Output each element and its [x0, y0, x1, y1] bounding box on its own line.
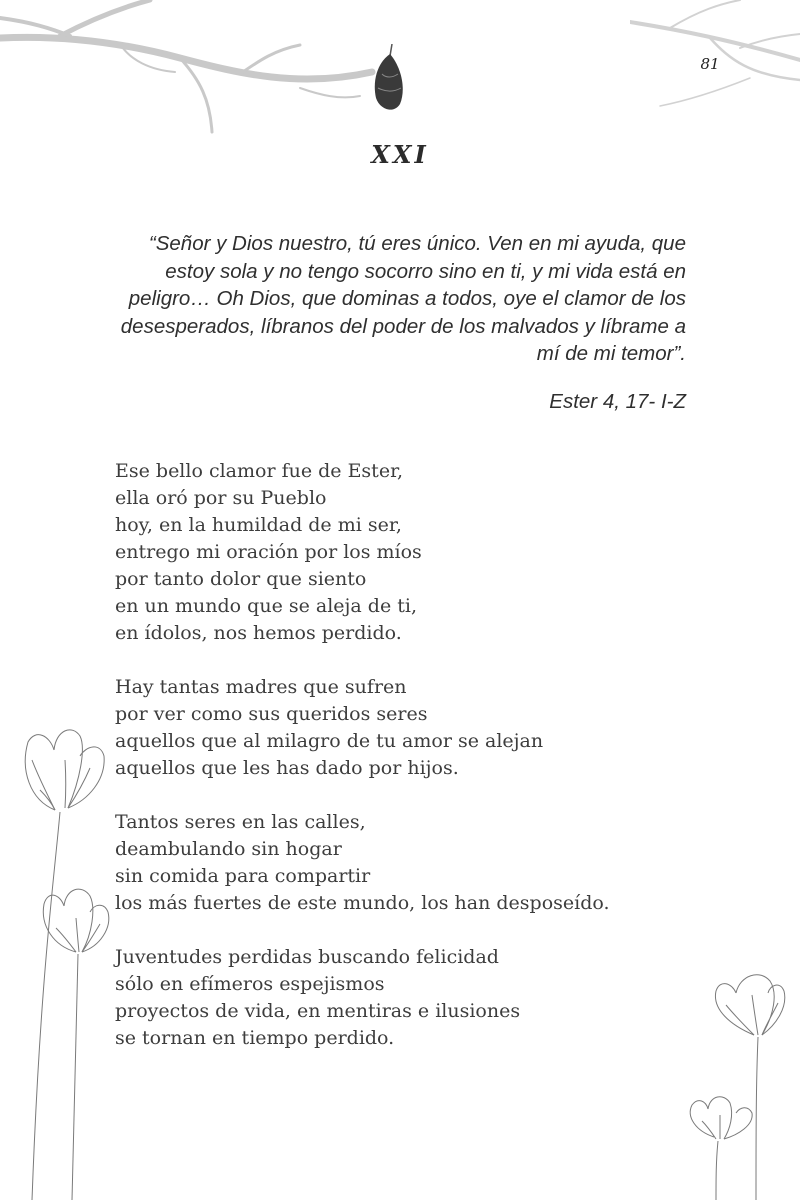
- verse: en ídolos, nos hemos perdido.: [115, 622, 402, 644]
- verse: Tantos seres en las calles,: [115, 811, 366, 833]
- flower-right-icon: [680, 965, 790, 1200]
- epigraph-line: mí de mi temor”.: [536, 342, 686, 365]
- verse: aquellos que al milagro de tu amor se alejan: [115, 730, 544, 752]
- verse: ella oró por su Pueblo: [115, 487, 327, 509]
- page-number: 81: [700, 55, 720, 73]
- cocoon-icon: [368, 44, 408, 116]
- verse: aquellos que les has dado por hijos.: [115, 757, 459, 779]
- verse: proyectos de vida, en mentiras e ilusiones: [115, 1000, 521, 1022]
- verse: en un mundo que se aleja de ti,: [115, 595, 417, 617]
- epigraph-citation: Ester 4, 17- I-Z: [549, 390, 686, 413]
- verse: se tornan en tiempo perdido.: [115, 1027, 395, 1049]
- epigraph: [110, 230, 686, 368]
- verse: por tanto dolor que siento: [115, 568, 367, 590]
- stanza: [115, 944, 715, 1052]
- verse: sólo en efímeros espejismos: [115, 973, 385, 995]
- flower-left-icon: [10, 720, 120, 1200]
- verse: por ver como sus queridos seres: [115, 703, 428, 725]
- epigraph-line: “Señor y Dios nuestro, tú eres único. Ven en mi ayuda, que: [148, 232, 686, 255]
- stanza: [115, 674, 715, 782]
- verse: hoy, en la humildad de mi ser,: [115, 514, 402, 536]
- stanza: [115, 809, 715, 917]
- branch-left-icon: [0, 0, 380, 140]
- verse: sin comida para compartir: [115, 865, 371, 887]
- verse: Hay tantas madres que sufren: [115, 676, 407, 698]
- verse: Juventudes perdidas buscando felicidad: [115, 946, 499, 968]
- poem: [115, 458, 715, 1079]
- verse: entrego mi oración por los míos: [115, 541, 422, 563]
- verse: deambulando sin hogar: [115, 838, 342, 860]
- verse: los más fuertes de este mundo, los han desposeído.: [115, 892, 610, 914]
- epigraph-line: peligro… Oh Dios, que dominas a todos, oye el clamor de los: [128, 287, 686, 310]
- stanza: [115, 458, 715, 647]
- chapter-title: XXI: [371, 140, 429, 169]
- epigraph-line: desesperados, líbranos del poder de los malvados y líbrame a: [120, 314, 686, 338]
- epigraph-line: estoy sola y no tengo socorro sino en ti, y mi vida está en: [165, 259, 686, 283]
- verse: Ese bello clamor fue de Ester,: [115, 460, 404, 482]
